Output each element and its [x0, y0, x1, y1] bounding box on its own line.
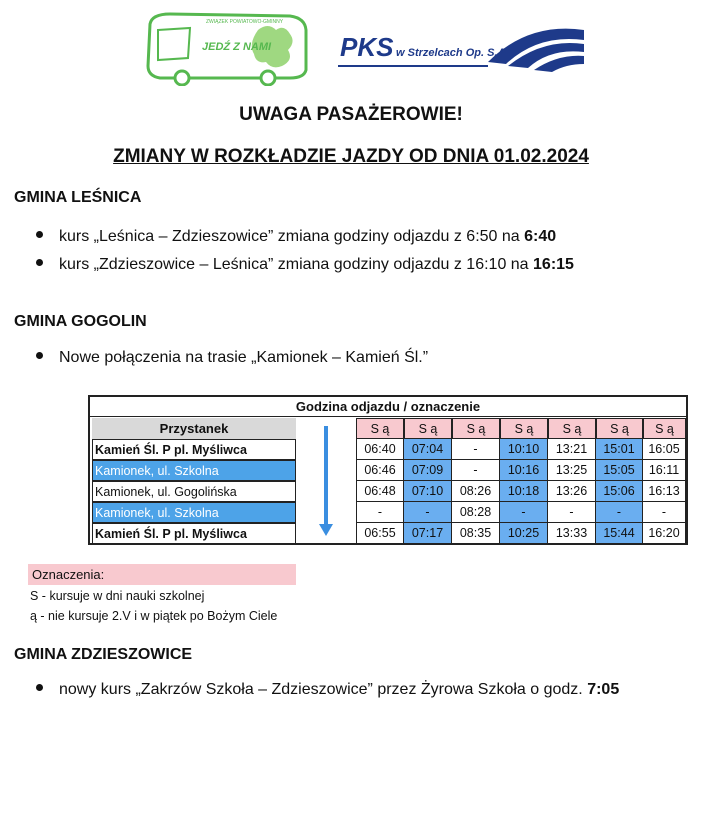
- list-item: [36, 349, 428, 367]
- timetable: [88, 395, 688, 545]
- legend-title: Oznaczenia:: [28, 564, 296, 585]
- departure-time-cell: -: [404, 502, 452, 523]
- pks-logo-icon: [338, 22, 588, 74]
- departure-time-cell: 13:33: [548, 523, 596, 544]
- departure-time-cell: 10:10: [500, 439, 548, 460]
- stop-name: Kamień Śl. P pl. Myśliwca: [92, 523, 296, 544]
- page-subtitle-text: ZMIANY W ROZKŁADZIE JAZDY OD DNIA 01.02.2024: [113, 146, 589, 167]
- departure-time-cell: 15:06: [596, 481, 643, 502]
- direction-arrow-icon: [296, 418, 356, 543]
- departure-time-cell: 06:48: [356, 481, 404, 502]
- list-item-time: 16:15: [533, 256, 574, 273]
- departure-time-cell: -: [356, 502, 404, 523]
- bus-logo-text: JEDŹ Z NAMI: [202, 41, 272, 53]
- pks-logo-subtext: w Strzelcach Op. S.A.: [396, 47, 509, 59]
- section-heading-zdzieszowice: GMINA ZDZIESZOWICE: [14, 646, 193, 663]
- departure-time-cell: 08:28: [452, 502, 500, 523]
- departure-time-cell: 06:46: [356, 460, 404, 481]
- stop-name: Kamionek, ul. Szkolna: [92, 502, 296, 523]
- departure-time-cell: -: [500, 502, 548, 523]
- list-item-text: Nowe połączenia na trasie „Kamionek – Kamień Śl.”: [59, 349, 429, 366]
- departure-time-cell: 16:05: [643, 439, 686, 460]
- day-code-cell: S ą: [404, 418, 452, 439]
- departure-time-cell: 15:05: [596, 460, 643, 481]
- list-item-time: 6:40: [524, 228, 557, 245]
- departure-time-cell: 07:04: [404, 439, 452, 460]
- list-item: [36, 256, 574, 274]
- departure-time-cell: 13:21: [548, 439, 596, 460]
- departure-time-cell: 16:13: [643, 481, 686, 502]
- list-item-text: kurs „Leśnica – Zdzieszowice” zmiana godziny odjazdu z 6:50 na: [59, 228, 525, 245]
- stop-name: Kamionek, ul. Gogolińska: [92, 481, 296, 502]
- departure-time-cell: 10:16: [500, 460, 548, 481]
- page-subtitle: [0, 146, 702, 168]
- day-code-cell: S ą: [596, 418, 643, 439]
- departure-time-cell: 08:26: [452, 481, 500, 502]
- departure-time-cell: 07:10: [404, 481, 452, 502]
- day-code-cell: S ą: [500, 418, 548, 439]
- departure-time-cell: 13:25: [548, 460, 596, 481]
- legend-line: ą - nie kursuje 2.V i w piątek po Bożym Ciele: [30, 609, 278, 623]
- list-item: [36, 681, 619, 699]
- list-item-text: nowy kurs „Zakrzów Szkoła – Zdzieszowice” przez Żyrowa Szkoła o godz.: [59, 681, 588, 698]
- stop-column-header: Przystanek: [92, 418, 296, 439]
- stop-name: Kamionek, ul. Szkolna: [92, 460, 296, 481]
- departure-time-cell: 16:20: [643, 523, 686, 544]
- section-heading-gogolin: GMINA GOGOLIN: [14, 313, 147, 330]
- timetable-header: Godzina odjazdu / oznaczenie: [90, 397, 686, 417]
- list-item-time: 7:05: [587, 681, 620, 698]
- departure-time-cell: 10:18: [500, 481, 548, 502]
- section-heading-lesnica: GMINA LEŚNICA: [14, 189, 142, 206]
- departure-time-cell: -: [548, 502, 596, 523]
- departure-time-cell: 10:25: [500, 523, 548, 544]
- bullet-icon: [36, 231, 43, 238]
- bullet-icon: [36, 684, 43, 691]
- departure-time-cell: -: [452, 439, 500, 460]
- day-code-cell: S ą: [643, 418, 686, 439]
- list-item: [36, 228, 556, 246]
- departure-time-cell: -: [643, 502, 686, 523]
- departure-time-cell: 07:09: [404, 460, 452, 481]
- departure-time-cell: 08:35: [452, 523, 500, 544]
- departure-time-cell: 13:26: [548, 481, 596, 502]
- pks-logo-text: PKS: [340, 32, 394, 62]
- departure-time-cell: 06:40: [356, 439, 404, 460]
- departure-time-cell: 06:55: [356, 523, 404, 544]
- bus-logo-small-text: ZWIĄZEK POWIATOWO-GMINNY: [206, 19, 284, 25]
- legend-line: S - kursuje w dni nauki szkolnej: [30, 589, 205, 603]
- departure-time-cell: 15:44: [596, 523, 643, 544]
- departure-time-cell: -: [596, 502, 643, 523]
- departure-time-cell: 07:17: [404, 523, 452, 544]
- bus-logo-icon: [140, 8, 315, 86]
- bullet-icon: [36, 352, 43, 359]
- departure-time-cell: 15:01: [596, 439, 643, 460]
- logos-bar: [0, 8, 702, 88]
- list-item-text: kurs „Zdzieszowice – Leśnica” zmiana godziny odjazdu z 16:10 na: [59, 256, 534, 273]
- departure-time-cell: 16:11: [643, 460, 686, 481]
- day-code-cell: S ą: [548, 418, 596, 439]
- day-code-cell: S ą: [356, 418, 404, 439]
- bullet-icon: [36, 259, 43, 266]
- departure-time-cell: -: [452, 460, 500, 481]
- day-code-cell: S ą: [452, 418, 500, 439]
- page-title: UWAGA PASAŻEROWIE!: [239, 104, 463, 125]
- stop-name: Kamień Śl. P pl. Myśliwca: [92, 439, 296, 460]
